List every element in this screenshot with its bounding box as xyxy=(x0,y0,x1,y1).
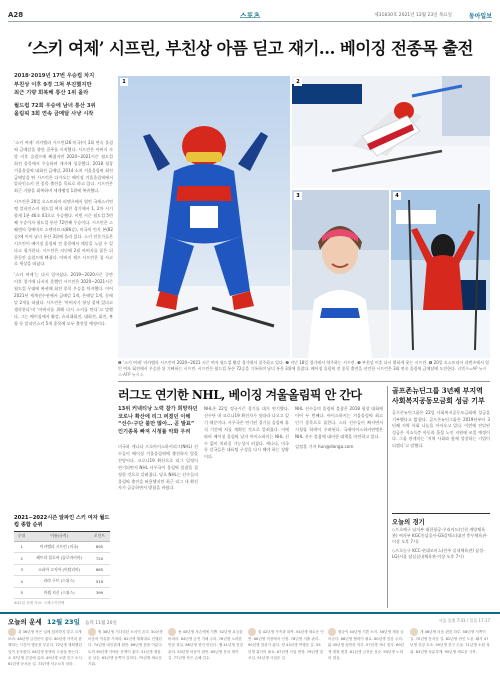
fortune-lunar: 음력 11월 20일 xyxy=(85,621,117,626)
deck-line: 월드컵 72회 우승에 남녀 통산 3위 xyxy=(14,102,96,109)
table-row xyxy=(14,553,110,565)
issue-date: 제31830호 2021년 12월 23일 목요일 xyxy=(374,13,452,18)
fortune-text: 용 40년생 자손에게 기쁨. 52년생 욕심을 버려라. 64년생 금전 거래 주의. 76년생 노력한 만큼 결실. 88년생 귀인 만난다. 뱀 41년생 건강 관리. 53년생 마음이 편안. 65년생 문서 계약 길. 77년생 작은 손해 감수. xyxy=(168,630,243,660)
table-row xyxy=(14,564,110,576)
table-header: 이름(국적) xyxy=(29,532,89,541)
fortune-title xyxy=(8,617,117,626)
sub-article-column-3 xyxy=(295,406,383,596)
fortune-text: 범 38년생 기다리던 소식이 온다. 50년생 마음의 여유를 가져라. 62년생 계획대로 진행된다. 74년생 대인관계 원만. 86년생 뜻을 이룬다. 토끼 39년생 가벼운 산책이 좋다. 51년생 재물운 상승. 63년생 동쪽이 길하다. 75년생 새로운 기회. xyxy=(88,630,163,667)
main-headline: ‘스키 여제’ 시프린, 부친상 아픔 딛고 재기… 베이징 전종목 출전 xyxy=(27,39,473,58)
table-row xyxy=(14,576,110,588)
fortune-text: 쥐 36년생 작은 일에 집착하지 말고 크게 보라. 48년생 금전운이 좋다. 60년생 가족과 함께하는 시간이 행운을 부른다. 72년생 계획했던 일이 순조롭다. 84년생 뜻밖의 도움을 받는다. 소 37년생 건강에 유의. 49년생 오랜 친구 소식. 61년생 문서운 길. 73년생 서두르지 마라. xyxy=(8,630,83,667)
photo-image xyxy=(391,190,490,358)
deck-line: 부친상 이후 9경 그쳐 부진했지만 xyxy=(14,81,92,88)
sub-deck-line: 인기종목 빠져 시청률 악화 우려 xyxy=(118,428,191,435)
fortune-label: 오늘의 운세 xyxy=(8,618,42,626)
sub-headline: 러그도 연기한 NHL, 베이징 겨울올림픽 안 간다 xyxy=(118,388,362,402)
sub-deck-line: “선수·구단 불만 많아… 곧 발표” xyxy=(118,421,195,427)
article-paragraph: ‘스키 여제’ 미카엘라 시프린(26·미국)이 3회 연속 올림픽 금메달을 향한 질주를 시작했다. 시프린은 아버지 사망 이후 슬럼프에 빠졌지만 2020∼2021시즌 월드컵 회전 종목에서 우승하며 재기에 성공했다. 2018 평창 겨울올림픽 대회전 금메달, 2014 소치 겨울올림픽 회전 금메달을 딴 시프린은 다가오는 베이징 겨울올림픽에서 알파인스키 전 종목 출전을 목표로 하고 있다. 시프린은 최근 기량을 회복하며 세계랭킹 1위에 복귀했다. xyxy=(14,140,113,194)
fortune-text: 원숭이 44년생 기쁜 소식. 56년생 재물 들어온다. 68년생 협력이 필요. 80년생 건강 주의. 닭 45년생 평안한 하루. 57년생 자녀 경사. 69년생 계획 변경. 81년생 금전운 상승. 93년생 노력의 결실. xyxy=(328,630,405,660)
sun-times: 서울 일출 7:43 / 일몰 17:17 xyxy=(438,618,490,623)
table-cell: 라라 구트 (스위스) xyxy=(29,576,89,588)
sub-deck-line: 13위 커넥티낭 노력 참가 희망하던 xyxy=(118,406,198,412)
table-cell: 5 xyxy=(14,587,29,599)
photo-image xyxy=(292,190,389,358)
sidebar-headline: 골프존뉴딘그룹 3년째 부지역 사회복지공동모금회 성금 기부 xyxy=(392,386,485,405)
table-cell: 399 xyxy=(89,587,110,599)
today-game-item: ◇프로농구 KCC-현대모비스(전주 실내체육관) 삼성-LG(서울 잠실실내체육관·이상 오후 7시) xyxy=(392,547,485,559)
deck-line: 2018·2019년 17번 우승컵 차지 xyxy=(14,73,95,79)
newspaper-brand: 동아일보 xyxy=(468,13,492,20)
table-cell: 4 xyxy=(14,576,29,588)
table-header: 순위 xyxy=(14,532,29,541)
sub-deck xyxy=(118,406,198,436)
table-row xyxy=(14,541,110,553)
table-title: 2021∼2022시즌 알파인 스키 여자 월드컵 종합 순위 xyxy=(14,514,110,532)
main-deck xyxy=(14,72,118,119)
caption-source: 리엔츠=AP 뉴시스·AFP 뉴시스 xyxy=(118,366,487,377)
page-header xyxy=(8,10,492,22)
fortune-date: 12월 23일 xyxy=(46,618,80,626)
photo-skier-victory xyxy=(391,190,490,358)
zodiac-icon xyxy=(410,628,418,636)
table-cell: 3 xyxy=(14,564,29,576)
photo-skier-downhill xyxy=(118,76,290,358)
table-cell: 미셸 지신 (스위스) xyxy=(29,587,89,599)
table-header-row xyxy=(14,532,110,541)
fortune-text: 개 46년생 마음 편한 하루. 58년생 서쪽이 길. 70년생 문서운 길. 82년생 귀인 도움. 돼지 47년생 건강 호조. 59년생 친구 도움. 71년생 소원 성취. 83년생 차분하게. 95년생 새로운 시작. xyxy=(410,630,490,654)
zodiac-icon xyxy=(8,628,16,636)
table-header: 포인트 xyxy=(89,532,110,541)
photo-number: 4 xyxy=(393,192,401,200)
zodiac-icon xyxy=(88,628,96,636)
fortune-section xyxy=(0,612,500,691)
table-cell: 895 xyxy=(89,541,110,553)
photo-number: 2 xyxy=(294,78,302,86)
table-cell: 1 xyxy=(14,541,29,553)
photo-image xyxy=(292,76,490,188)
photo-skier-portrait xyxy=(292,190,389,358)
table-note: ※22일 현재 자료: 국제스키연맹 xyxy=(14,601,65,605)
photo-skier-slalom xyxy=(292,76,490,188)
sub-article-column-1 xyxy=(118,444,198,604)
article-paragraph: NHL 선수들의 올림픽 불참은 2018 평창 대회에 이어 두 번째다. 아이스하키는 겨울올림픽 최고 인기 종목으로 꼽힌다. 스타 선수들이 빠지면서 시청률 하락이 우려된다. 국제아이스하키연맹은 NHL 선수 불참에 대비한 대책을 마련하고 있다. xyxy=(295,406,383,439)
sidebar-body: 골프존뉴딘그룹은 22일 사회복지공동모금회에 성금을 기부했다고 밝혔다. 골프존뉴딘그룹은 2019년부터 3년째 지역 사회 나눔을 이어오고 있다. 이번에 전달된 성금은 저소득층 아동과 홀몸 노인 지원에 쓰일 예정이다. 그룹 관계자는 ‘지역 사회와 함께 성장하는 기업이 되겠다’고 말했다. xyxy=(392,410,490,448)
table-cell: 페트라 블호바 (슬로바키아) xyxy=(29,553,89,565)
sub-deck-line: 코로나 확산에 리그 퍼졌던 이해 xyxy=(118,413,191,420)
page-number: A28 xyxy=(8,11,24,19)
table-cell: 665 xyxy=(89,564,110,576)
deck-line: 최근 기량 회복해 통산 1위 올라 xyxy=(14,90,89,97)
section-title: 스포츠 xyxy=(239,12,261,20)
zodiac-icon xyxy=(328,628,336,636)
article-paragraph: 미국과 캐나다 프로아이스하키리그(NHL) 선수들이 베이징 겨울올림픽에 출전하지 않을 전망이다. 코로나19 확산으로 리그 일정이 연기되면서 NHL 사무국이 올림픽 불참을 결정한 것으로 알려졌다. 당초 NHL는 선수들의 올림픽 출전을 허용했지만 최근 리그 내 확진자가 급증하면서 방침을 바꿨다. xyxy=(118,444,198,491)
fortune-column xyxy=(88,628,164,690)
fortune-text: 말 42년생 가족과 화목. 54년생 새로운 인연. 66년생 직장에서 인정. 78년생 지출 관리. 90년생 결과가 좋다. 양 43년생 여행운 길. 55년생 휴식이 필요. 67년생 사업 번창. 79년생 말조심. 91년생 시험운 길. xyxy=(248,630,324,660)
article-paragraph: ‘스키 여제’는 다시 일어섰다. 2019∼2020시즌 중반 이후 경기에 나서지 못했던 시프린은 2020∼2021시즌 월드컵 무대에 복귀해 회전 종목 우승을 차지했다. 이어 2021년 세계선수권에서 금메달 1개, 은메달 1개, 동메달 2개를 따냈다. 시프린은 ‘아버지가 항상 곁에 있다고 생각한다’며 ‘아버지를 위해 다시 스키를 탄다’고 말했다. 그는 베이징에서 활강, 슈퍼대회전, 대회전, 회전, 복합 등 알파인스키 5개 종목에 모두 출전할 예정이다. xyxy=(14,272,113,326)
fortune-column xyxy=(410,628,490,690)
fortune-column xyxy=(168,628,244,690)
caption-text: ❶ ‘스키 여제’ 미카엘라 시프린이 2020∼2021 시즌 여자 월드컵 활강 경기에서 질주하고 있다. ❷ 지난 18일 경기에서 역주하는 시프린. ❸ 부친상 이후 다시 환하게 웃는 시프린. ❹ 20일 오스트리아 리엔츠에서 열린 여자 회전에서 우승한 뒤 기뻐하는 시프린. 시프린은 월드컵 통산 72승을 기록하며 남녀 통산 3위에 올랐다. 베이징 올림픽 전 종목 출전을 선언한 시프린은 3회 연속 올림픽 금메달에 도전한다. xyxy=(118,360,489,371)
fortune-column xyxy=(248,628,324,690)
table-row xyxy=(14,587,110,599)
sub-article-column-2 xyxy=(204,406,289,604)
standings-table xyxy=(14,514,110,606)
section-divider xyxy=(118,381,490,382)
deck-line: 올림픽 3회 연속 금메달 사냥 시작 xyxy=(14,111,94,118)
zodiac-icon xyxy=(168,628,176,636)
today-game-item: ◇프로배구 남자부 대한항공-우리카드(인천 계양체육관) 여자부 KGC인삼공사-GS칼텍스(대전 충무체육관·이상 오후 7시) xyxy=(392,527,488,545)
zodiac-icon xyxy=(248,628,256,636)
table-cell: 미카엘라 시프린 (미국) xyxy=(29,541,89,553)
fortune-column xyxy=(328,628,406,690)
fortune-column xyxy=(8,628,84,690)
table-grid xyxy=(14,532,110,599)
article-paragraph: 시프린은 20일 오스트리아 리엔츠에서 열린 국제스키연맹 알파인스키 월드컵 여자 회전 경기에서 1, 2차 시기 합계 1분 46초 03으로 우승했다. 이번 시즌 월드컵 5번째 우승이자 월드컵 통산 72번째 우승이다. 시프린은 스웨덴의 잉에마르 스텐마르크(86승), 미국의 린지 본(82승)에 이어 남녀 통산 3위에 올라 있다. 스키 전문가들은 시프린이 베이징 올림픽 전 종목에서 메달을 노릴 수 있다고 평가한다. 시프린은 지난해 2월 아버지를 잃은 뒤 한동안 슬럼프에 빠졌다. 아버지 제프 시프린은 집 사고로 세상을 떠났다. xyxy=(14,199,113,267)
today-games-list xyxy=(392,527,490,560)
article-paragraph: NHL은 22일 정규시즌 경기를 대거 연기했다. 선수단 내 코로나19 확진자가 잇따라 나오고 있기 때문이다. 사무국은 연기된 경기를 올림픽 휴식 기간에 치를 계획인 것으로 알려졌다. 이에 따라 베이징 올림픽 남자 아이스하키는 NHL 선수 없이 치러질 가능성이 커졌다. 캐나다, 미국 등 강국들은 대표팀 구성을 다시 해야 하는 상황이다. xyxy=(204,406,289,460)
table-cell: 소피아 고지아 (이탈리아) xyxy=(29,564,89,576)
byline: 김정훈 기자 hun@donga.com xyxy=(295,443,354,449)
column-divider xyxy=(387,386,388,608)
photo-image xyxy=(118,76,290,358)
photo-caption xyxy=(118,360,490,378)
photo-number: 3 xyxy=(294,192,302,200)
table-cell: 720 xyxy=(89,553,110,565)
table-cell: 2 xyxy=(14,553,29,565)
article-column-left xyxy=(14,140,113,510)
today-games-title: 오늘의 경기 xyxy=(392,513,490,526)
photo-number: 1 xyxy=(120,78,128,86)
table-cell: 519 xyxy=(89,576,110,588)
